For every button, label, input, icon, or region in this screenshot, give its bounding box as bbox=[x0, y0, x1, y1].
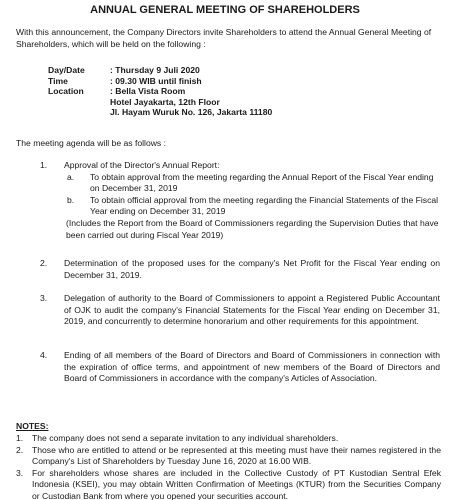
detail-label bbox=[48, 97, 110, 108]
detail-value: Jl. Hayam Wuruk No. 126, Jakarta 11180 bbox=[110, 107, 273, 117]
agenda-note: (Includes the Report from the Board of Commissioners regarding the Supervision Duties that have been carried out during Fiscal Year 2019) bbox=[66, 217, 439, 240]
agenda-text: Determination of the proposed uses for the company's Net Profit for the Fiscal Year ending on December 31, 2019. bbox=[64, 258, 440, 280]
agenda-intro: The meeting agenda will be as follows : bbox=[16, 138, 166, 148]
agenda-subitem-a bbox=[64, 172, 440, 195]
agenda-text: Delegation of authority to the Board of Commissioners to appoint a Registered Public Accountant of OJK to audit the company's Financial Statements for the Fiscal Year ending on December 31, 2019, and concurrently to determine honorarium and other requirements for this appointment. bbox=[64, 293, 440, 327]
agenda-item-3 bbox=[40, 293, 440, 328]
subitem-letter: a. bbox=[67, 171, 75, 182]
detail-label: Time bbox=[48, 75, 68, 86]
note-number: 1. bbox=[16, 433, 24, 443]
note-item-1 bbox=[16, 433, 441, 445]
detail-row-location bbox=[48, 86, 272, 97]
detail-value: : Bella Vista Room bbox=[110, 86, 186, 96]
subitem-letter: b. bbox=[67, 194, 75, 205]
agenda-number: 3. bbox=[40, 293, 48, 303]
agenda-item-4 bbox=[40, 350, 440, 385]
notes-list bbox=[16, 433, 441, 500]
detail-value: : 09.30 WIB until finish bbox=[110, 75, 202, 86]
agenda-text: Approval of the Director's Annual Report: bbox=[64, 160, 220, 170]
subitem-text: To obtain official approval from the meeting regarding the Financial Statements of the Fiscal Year ending on December 31, 2019 bbox=[90, 194, 439, 217]
detail-value: Hotel Jayakarta, 12th Floor bbox=[110, 96, 220, 107]
subitem-text: To obtain approval from the meeting regarding the Annual Report of the Fiscal Year ending on December 31, 2019 bbox=[90, 171, 434, 194]
document-title: ANNUAL GENERAL MEETING OF SHAREHOLDERS bbox=[90, 4, 360, 16]
detail-row-time bbox=[48, 76, 272, 87]
note-text: Those who are entitled to attend or be represented at this meeting must have their names registered in the Company's List of Shareholders by Tuesday June 16, 2020 at 16.00 WIB. bbox=[32, 444, 441, 467]
detail-row-location-line3 bbox=[48, 107, 272, 118]
meeting-details bbox=[48, 65, 272, 118]
agenda-number: 4. bbox=[40, 350, 48, 360]
agenda-subitem-b bbox=[64, 195, 440, 218]
detail-value: : Thursday 9 Juli 2020 bbox=[110, 65, 200, 75]
note-number: 3. bbox=[16, 467, 24, 478]
note-item-2 bbox=[16, 445, 441, 468]
note-text: For shareholders whose shares are included in the Collective Custody of PT Kustodian Sentral Efek Indonesia (KSEI), you may obtain Written Confirmation of Meetings (KTUR) from the Securities Company or Custodian Bank from where you opened your securities account. bbox=[32, 467, 441, 500]
detail-label bbox=[48, 107, 110, 118]
agenda-item-2 bbox=[40, 258, 440, 281]
note-text: The company does not send a separate invitation to any individual shareholders. bbox=[32, 433, 339, 443]
detail-label: Day/Date bbox=[48, 65, 85, 75]
agenda-item-1 bbox=[40, 160, 440, 241]
detail-row-date bbox=[48, 65, 272, 76]
note-item-3 bbox=[16, 468, 441, 500]
agenda-number: 1. bbox=[40, 160, 48, 170]
detail-label: Location bbox=[48, 86, 84, 96]
notes-heading: NOTES: bbox=[16, 421, 49, 431]
detail-row-location-line2 bbox=[48, 97, 272, 108]
agenda-number: 2. bbox=[40, 258, 48, 268]
intro-paragraph: With this announcement, the Company Directors invite Shareholders to attend the Annual General Meeting of Shareholders, which will be held on the following : bbox=[16, 27, 432, 49]
note-number: 2. bbox=[16, 444, 24, 455]
agenda-text: Ending of all members of the Board of Directors and Board of Commissioners in connection with the expiration of office terms, and appointment of new members of the Board of Directors and Board of Commissioners in accordance with the company's Articles of Association. bbox=[64, 350, 440, 384]
